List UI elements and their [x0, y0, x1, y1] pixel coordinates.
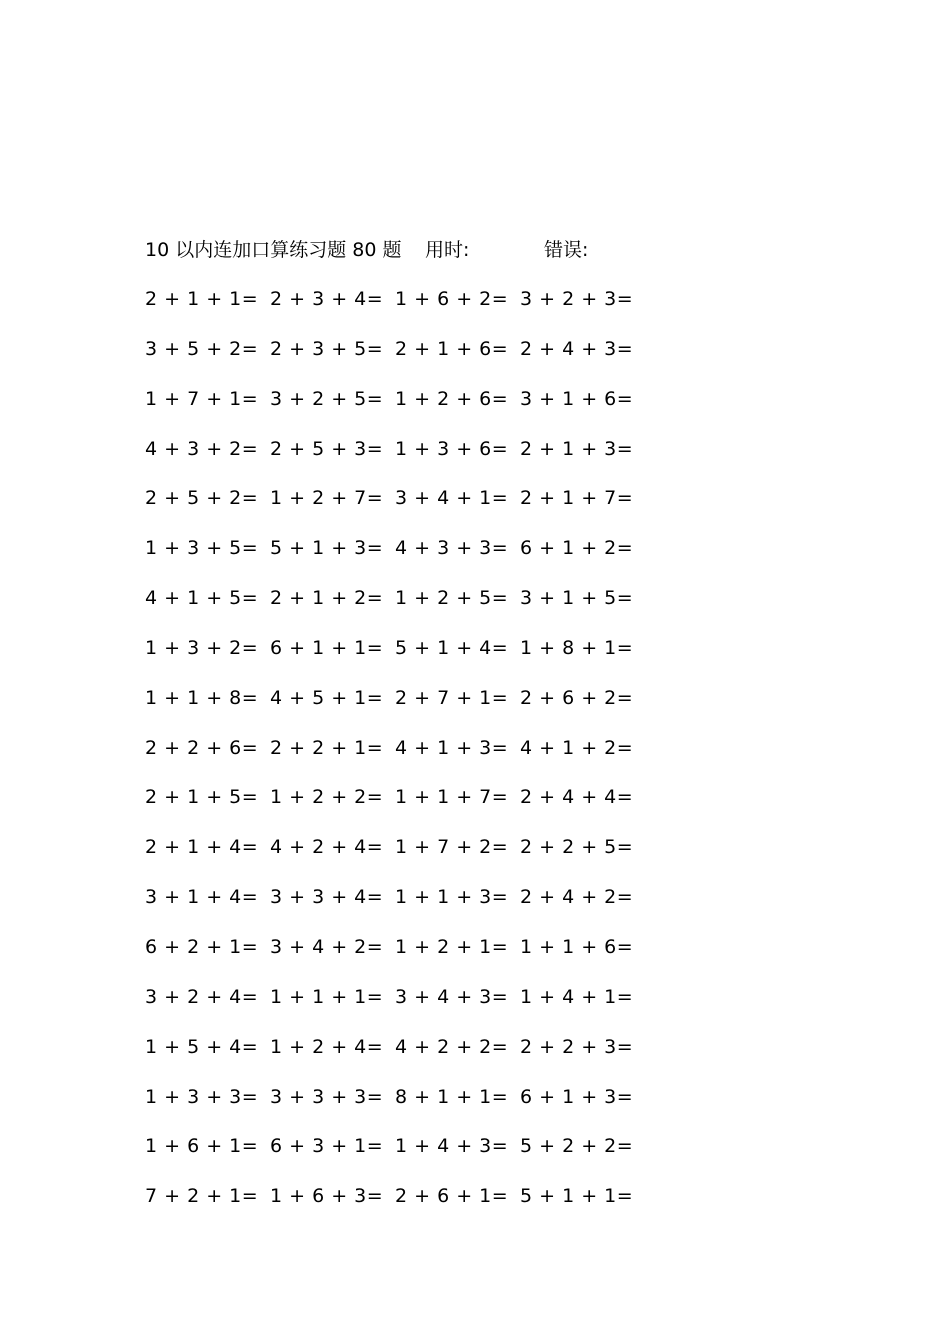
time-used-label: 用时: [425, 239, 470, 261]
problem-row [145, 683, 645, 733]
problem-item: 3 + 2 + 3= [520, 288, 634, 310]
problem-item: 1 + 6 + 3= [270, 1185, 384, 1208]
problem-item: 6 + 2 + 1= [145, 935, 259, 958]
problem-row [145, 1082, 645, 1132]
problem-item: 2 + 4 + 2= [520, 886, 634, 909]
problem-item: 7 + 2 + 1= [145, 1185, 259, 1208]
problem-item: 1 + 2 + 1= [395, 935, 509, 958]
problem-item: 3 + 4 + 3= [395, 985, 509, 1008]
problem-item: 3 + 2 + 4= [145, 985, 259, 1008]
problem-row [145, 733, 645, 783]
problem-item: 6 + 1 + 1= [270, 636, 384, 659]
problem-item: 5 + 2 + 2= [520, 1135, 634, 1158]
problem-item: 4 + 3 + 3= [395, 537, 509, 560]
problem-row [145, 832, 645, 882]
problem-item: 2 + 1 + 5= [145, 786, 259, 809]
problem-item: 2 + 1 + 3= [520, 437, 634, 460]
problem-item: 2 + 1 + 4= [145, 836, 259, 859]
problem-item: 1 + 7 + 2= [395, 836, 509, 859]
problem-item: 1 + 2 + 5= [395, 587, 509, 610]
problem-item: 8 + 1 + 1= [395, 1085, 509, 1108]
problem-item: 4 + 1 + 5= [145, 587, 259, 610]
problem-row [145, 982, 645, 1032]
problem-item: 2 + 1 + 6= [395, 337, 509, 360]
problem-item: 2 + 6 + 1= [395, 1185, 509, 1208]
problem-item: 5 + 1 + 3= [270, 537, 384, 560]
problem-item: 2 + 1 + 2= [270, 587, 384, 610]
problem-item: 2 + 4 + 3= [520, 337, 634, 360]
problem-row [145, 882, 645, 932]
problem-item: 2 + 3 + 5= [270, 337, 384, 360]
problem-item: 2 + 3 + 4= [270, 288, 384, 310]
problem-item: 3 + 4 + 2= [270, 935, 384, 958]
problem-item: 5 + 1 + 1= [520, 1185, 634, 1208]
problem-item: 1 + 7 + 1= [145, 387, 259, 410]
problem-item: 1 + 3 + 3= [145, 1085, 259, 1108]
problem-item: 4 + 2 + 4= [270, 836, 384, 859]
problem-item: 2 + 2 + 1= [270, 736, 384, 759]
problem-item: 5 + 1 + 4= [395, 636, 509, 659]
problem-item: 6 + 3 + 1= [270, 1135, 384, 1158]
problem-item: 2 + 2 + 3= [520, 1035, 634, 1058]
problem-row [145, 1181, 645, 1231]
problem-row [145, 334, 645, 384]
problem-item: 2 + 7 + 1= [395, 686, 509, 709]
problem-item: 1 + 6 + 2= [395, 288, 509, 310]
problem-item: 2 + 2 + 5= [520, 836, 634, 859]
problem-item: 4 + 1 + 3= [395, 736, 509, 759]
problem-item: 1 + 4 + 1= [520, 985, 634, 1008]
problem-item: 1 + 1 + 8= [145, 686, 259, 709]
problem-item: 1 + 1 + 1= [270, 985, 384, 1008]
problem-item: 1 + 5 + 4= [145, 1035, 259, 1058]
problem-item: 1 + 6 + 1= [145, 1135, 259, 1158]
problem-item: 6 + 1 + 3= [520, 1085, 634, 1108]
problem-item: 3 + 1 + 6= [520, 387, 634, 410]
problem-row [145, 1131, 645, 1181]
problem-row [145, 483, 645, 533]
problem-item: 1 + 8 + 1= [520, 636, 634, 659]
problem-item: 1 + 3 + 6= [395, 437, 509, 460]
problem-item: 3 + 3 + 3= [270, 1085, 384, 1108]
problem-item: 2 + 1 + 7= [520, 487, 634, 510]
problem-item: 1 + 2 + 6= [395, 387, 509, 410]
problem-row [145, 782, 645, 832]
problem-item: 2 + 2 + 6= [145, 736, 259, 759]
problem-row [145, 1032, 645, 1082]
problem-item: 1 + 3 + 2= [145, 636, 259, 659]
problem-item: 2 + 5 + 3= [270, 437, 384, 460]
problem-grid [145, 284, 645, 1231]
problem-row [145, 932, 645, 982]
problem-row [145, 533, 645, 583]
problem-row [145, 583, 645, 633]
problem-item: 1 + 1 + 7= [395, 786, 509, 809]
problem-item: 2 + 5 + 2= [145, 487, 259, 510]
problem-row [145, 434, 645, 484]
problem-item: 1 + 2 + 4= [270, 1035, 384, 1058]
problem-item: 1 + 2 + 2= [270, 786, 384, 809]
problem-item: 3 + 2 + 5= [270, 387, 384, 410]
problem-item: 4 + 5 + 1= [270, 686, 384, 709]
problem-item: 1 + 2 + 7= [270, 487, 384, 510]
problem-item: 2 + 1 + 1= [145, 288, 259, 310]
worksheet-title: 10 以内连加口算练习题 80 题 [145, 239, 402, 261]
problem-item: 2 + 6 + 2= [520, 686, 634, 709]
problem-item: 1 + 3 + 5= [145, 537, 259, 560]
problem-item: 1 + 1 + 6= [520, 935, 634, 958]
problem-item: 3 + 5 + 2= [145, 337, 259, 360]
problem-item: 1 + 4 + 3= [395, 1135, 509, 1158]
problem-item: 3 + 4 + 1= [395, 487, 509, 510]
errors-label: 错误: [544, 239, 589, 261]
problem-row [145, 633, 645, 683]
problem-row [145, 284, 645, 334]
problem-item: 3 + 1 + 5= [520, 587, 634, 610]
problem-item: 2 + 4 + 4= [520, 786, 634, 809]
problem-item: 1 + 1 + 3= [395, 886, 509, 909]
problem-item: 4 + 3 + 2= [145, 437, 259, 460]
problem-item: 6 + 1 + 2= [520, 537, 634, 560]
problem-item: 3 + 1 + 4= [145, 886, 259, 909]
problem-item: 4 + 2 + 2= [395, 1035, 509, 1058]
problem-item: 3 + 3 + 4= [270, 886, 384, 909]
problem-row [145, 384, 645, 434]
problem-item: 4 + 1 + 2= [520, 736, 634, 759]
